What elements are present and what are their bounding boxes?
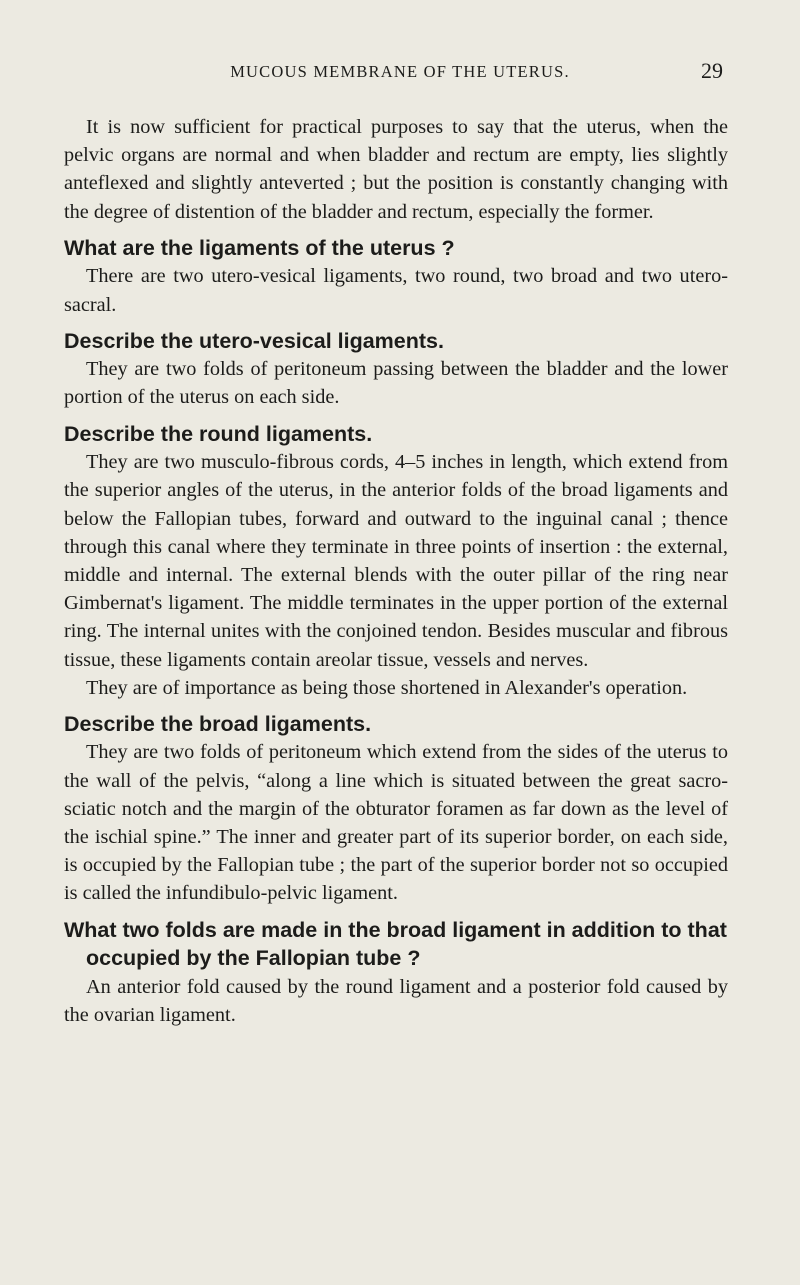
question-broad-ligament-folds: What two folds are made in the broad ligament in addition to that occupied by the Fallopian tube ?: [64, 917, 727, 971]
answer-ligaments-of-uterus: There are two utero-vesical ligaments, two round, two broad and two utero-sacral.: [64, 265, 728, 316]
question-broad-ligaments: Describe the broad ligaments.: [64, 711, 372, 736]
page-body: [64, 113, 728, 1029]
paragraph-uterus-position: It is now sufficient for practical purposes to say that the uterus, when the pelvic organs are normal and when bladder and rectum are empty, lies slightly anteflexed and slightly anteverted ; but the position is constantly changing with the degree of distention of the bladder and rectum, especially the former.: [64, 116, 728, 223]
page-number: 29: [701, 58, 723, 83]
answer-round-ligaments-importance: They are of importance as being those shortened in Alexander's operation.: [86, 676, 688, 699]
running-head: [0, 58, 800, 92]
answer-utero-vesical-ligaments: They are two folds of peritoneum passing between the bladder and the lower portion of the uterus on each side.: [64, 358, 728, 409]
answer-round-ligaments: They are two musculo-fibrous cords, 4–5 inches in length, which extend from the superior angles of the uterus, in the anterior folds of the broad ligaments and below the Fallopian tubes, forward and outward to the inguinal canal ; thence through this canal where they terminate in three points of insertion : the external, middle and internal. The external blends with the outer pillar of the ring near Gimbernat's ligament. The middle terminates in the upper portion of the external ring. The internal unites with the conjoined tendon. Besides muscular and fibrous tissue, these ligaments contain areolar tissue, vessels and nerves.: [64, 451, 728, 671]
question-ligaments-of-uterus: What are the ligaments of the uterus ?: [64, 235, 455, 260]
answer-broad-ligament-folds: An anterior fold caused by the round ligament and a posterior fold caused by the ovarian ligament.: [64, 975, 728, 1026]
answer-broad-ligaments: They are two folds of peritoneum which extend from the sides of the uterus to the wall of the pelvis, “along a line which is situated between the great sacro-sciatic notch and the margin of the obturator foramen as far down as the level of the ischial spine.” The inner and greater part of its superior border, on each side, is occupied by the Fallopian tube ; the part of the superior border not so occupied is called the infundibulo-pelvic ligament.: [64, 741, 728, 905]
question-utero-vesical-ligaments: Describe the utero-vesical ligaments.: [64, 328, 444, 353]
running-title: MUCOUS MEMBRANE OF THE UTERUS.: [230, 62, 570, 81]
question-round-ligaments: Describe the round ligaments.: [64, 421, 373, 446]
